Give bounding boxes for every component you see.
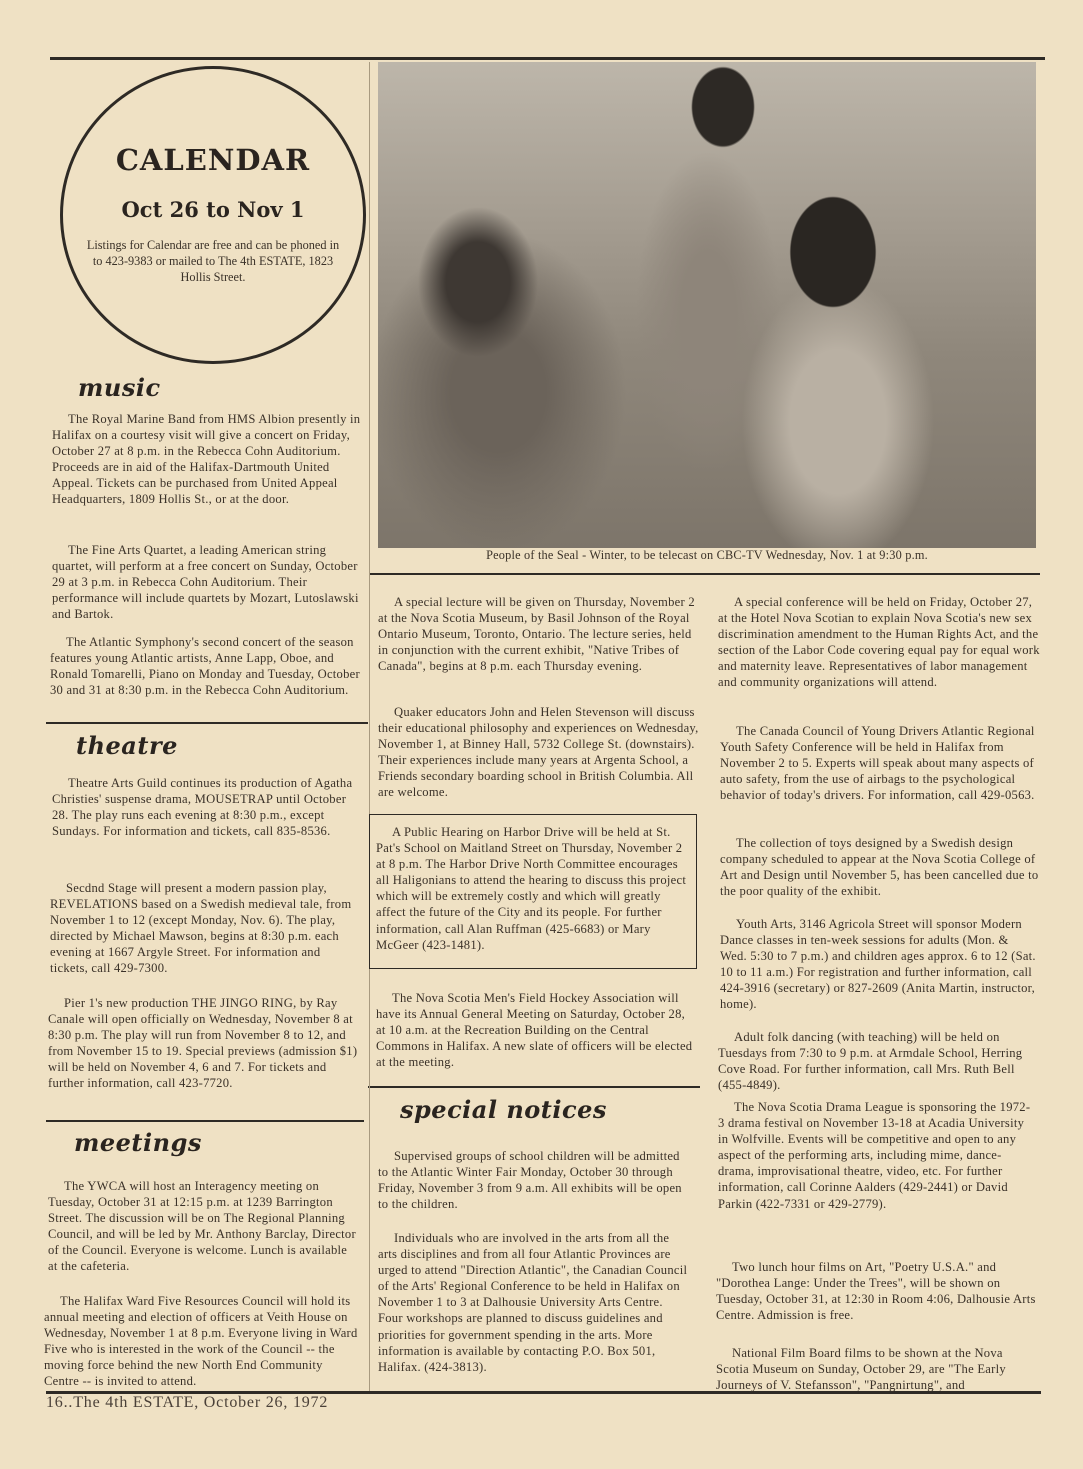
theatre-heading: theatre	[76, 731, 178, 760]
harbor-drive-notice-box	[369, 814, 697, 969]
special-notices-heading: special notices	[400, 1095, 607, 1124]
theatre-item: Pier 1's new production THE JINGO RING, by Ray Canale will open officially on Wednesday, November 8 at 8:30 p.m. The play will run from November 8 to 12, and from November 15 to 19. Special previews (admission $1) will be held on November 4, 6 and 7. For tickets and further information, call 423-7720.	[48, 996, 358, 1091]
calendar-dates: Oct 26 to Nov 1	[121, 197, 305, 222]
right-item: A special conference will be held on Friday, October 27, at the Hotel Nova Scotian to explain Nova Scotia's new sex discrimination amendment to the Human Rights Act, and the section of the Labor Code covering equal pay for equal work and maternity leave. Representatives of labor management and community organizations will attend.	[718, 595, 1040, 690]
right-item: Adult folk dancing (with teaching) will be held on Tuesdays from 7:30 to 9 p.m. at Armdale School, Herring Cove Road. For further information, call Mrs. Ruth Bell (455-4849).	[718, 1030, 1023, 1093]
right-item: Two lunch hour films on Art, "Poetry U.S.A." and "Dorothea Lange: Under the Trees", will be shown on Tuesday, October 31, at 12:30 in Room 4:06, Dalhousie Arts Centre. Admission is free.	[716, 1260, 1036, 1323]
meetings-item: The Halifax Ward Five Resources Council will hold its annual meeting and election of officers at Veith House on Wednesday, November 1 at 8 p.m. Everyone living in Ward Five who is interested in the work of the Council -- the moving force behind the new North End Community Centre -- is invited to attend.	[44, 1294, 358, 1389]
harbor-drive-notice: A Public Hearing on Harbor Drive will be held at St. Pat's School on Maitland Street on Thursday, November 2 at 8 p.m. The Harbor Drive North Committee encourages all Haligonians to attend the hearing to discuss this project which will be extremely costly and which will greatly affect the future of the City and its people. For further information, call Alan Ruffman (425-6683) or Mary McGeer (423-1481).	[376, 825, 687, 952]
calendar-masthead	[60, 66, 366, 364]
special-notices-rule	[368, 1086, 700, 1088]
meetings-item: The YWCA will host an Interagency meeting on Tuesday, October 31 at 12:15 p.m. at 1239 Barrington Street. The discussion will be on The Regional Planning Council, and will be led by Mr. Anthony Barclay, Director of the Council. Everyone is welcome. Lunch is available at the cafeteria.	[48, 1179, 356, 1274]
calendar-title: CALENDAR	[115, 143, 311, 177]
music-item: The Fine Arts Quartet, a leading American string quartet, will perform at a free concert on Sunday, October 29 at 3 p.m. in Rebecca Cohn Auditorium. Their performance will include quartets by Mozart, Lutoslawski and Bartok.	[52, 543, 359, 622]
calendar-info: Listings for Calendar are free and can be phoned in to 423-9383 or mailed to The 4th ESTATE, 1823 Hollis Street.	[86, 238, 340, 284]
top-rule	[50, 57, 1045, 60]
music-heading: music	[78, 373, 161, 402]
middle-item: The Nova Scotia Men's Field Hockey Association will have its Annual General Meeting on Saturday, October 28, at 10 a.m. at the Recreation Building on the Central Commons in Halifax. A new slate of officers will be elected at the meeting.	[376, 991, 693, 1070]
column-divider-left	[369, 62, 370, 1392]
theatre-item: Theatre Arts Guild continues its production of Agatha Christies' suspense drama, MOUSETRAP until October 28. The play runs each evening at 8:30 p.m., except Sundays. For information and tickets, call 835-8536.	[52, 776, 353, 839]
music-item: The Atlantic Symphony's second concert of the season features young Atlantic artists, Anne Lapp, Oboe, and Ronald Tomarelli, Piano on Monday and Tuesday, October 30 and 31 at 8:30 p.m. in the Rebecca Cohn Auditorium.	[50, 635, 360, 698]
music-theatre-rule	[46, 722, 368, 724]
right-item: The Canada Council of Young Drivers Atlantic Regional Youth Safety Conference will be held in Halifax from November 2 to 5. Experts will speak about many aspects of auto safety, from the use of airbags to the psychological behavior of today's drivers. For information, call 429-0563.	[720, 724, 1035, 803]
theatre-meetings-rule	[46, 1120, 364, 1122]
middle-item: A special lecture will be given on Thursday, November 2 at the Nova Scotia Museum, by Basil Johnson of the Royal Ontario Museum, Toronto, Ontario. The lecture series, held in conjunction with the current exhibit, "Native Tribes of Canada", begins at 8 p.m. each Thursday evening.	[378, 595, 695, 674]
meetings-heading: meetings	[74, 1128, 202, 1157]
right-item: The Nova Scotia Drama League is sponsoring the 1972-3 drama festival on November 13-18 at Acadia University in Wolfville. Events will be competitive and open to any aspect of the performing arts, including mime, dance-drama, improvisational theatre, video, etc. For further information, call Corinne Aalders (429-2441) or David Parkin (422-7331 or 429-2779).	[718, 1100, 1031, 1211]
middle-item: Quaker educators John and Helen Stevenson will discuss their educational philosophy and experiences on Wednesday, November 1, at Binney Hall, 5732 College St. (downstairs). Their experiences include many years at Argenta School, a Friends secondary boarding school in British Columbia. All are welcome.	[378, 705, 699, 800]
photo-caption: People of the Seal - Winter, to be telecast on CBC-TV Wednesday, Nov. 1 at 9:30 p.m.	[486, 548, 928, 562]
photo-people-of-the-seal	[378, 62, 1036, 548]
music-item: The Royal Marine Band from HMS Albion presently in Halifax on a courtesy visit will give a concert on Friday, October 27 at 8 p.m. in the Rebecca Cohn Auditorium. Proceeds are in aid of the Halifax-Dartmouth United Appeal. Tickets can be purchased from United Appeal Headquarters, 1809 Hollis St., or at the door.	[52, 412, 361, 507]
right-item: Youth Arts, 3146 Agricola Street will sponsor Modern Dance classes in ten-week sessions for adults (Mon. & Wed. 5:30 to 7 p.m.) and children ages approx. 6 to 12 (Sat. 10 to 11 a.m.) For registration and further information, call 424-3916 (secretary) or 827-2609 (Anita Martin, instructor, home).	[720, 917, 1036, 1012]
page-footer: 16..The 4th ESTATE, October 26, 1972	[46, 1394, 329, 1411]
right-item: The collection of toys designed by a Swedish design company scheduled to appear at the Nova Scotia College of Art and Design until November 5, has been cancelled due to the poor quality of the exhibit.	[720, 836, 1039, 899]
caption-rule	[370, 573, 1040, 575]
special-notices-item: Supervised groups of school children will be admitted to the Atlantic Winter Fair Monday, October 30 through Friday, November 3 from 9 a.m. All exhibits will be open to the children.	[378, 1149, 682, 1212]
theatre-item: Secdnd Stage will present a modern passion play, REVELATIONS based on a Swedish medieval tale, from November 1 to 12 (except Monday, Nov. 6). The play, directed by Michael Mawson, begins at 8:30 p.m. each evening at 1667 Argyle Street. For information and tickets, call 429-7300.	[50, 881, 352, 976]
special-notices-item: Individuals who are involved in the arts from all the arts disciplines and from all four Atlantic Provinces are urged to attend "Direction Atlantic", the Canadian Council of the Arts' Regional Conference to be held in Halifax on November 1 to 3 at Dalhousie University Arts Centre. Four workshops are planned to discuss guidelines and priorities for government spending in the arts. More information is available by contacting P.O. Box 501, Halifax. (424-3813).	[378, 1231, 688, 1374]
right-item: National Film Board films to be shown at the Nova Scotia Museum on Sunday, October 29, are "The Early Journeys of V. Stefansson", "Pangnirtung", and	[716, 1346, 1006, 1393]
